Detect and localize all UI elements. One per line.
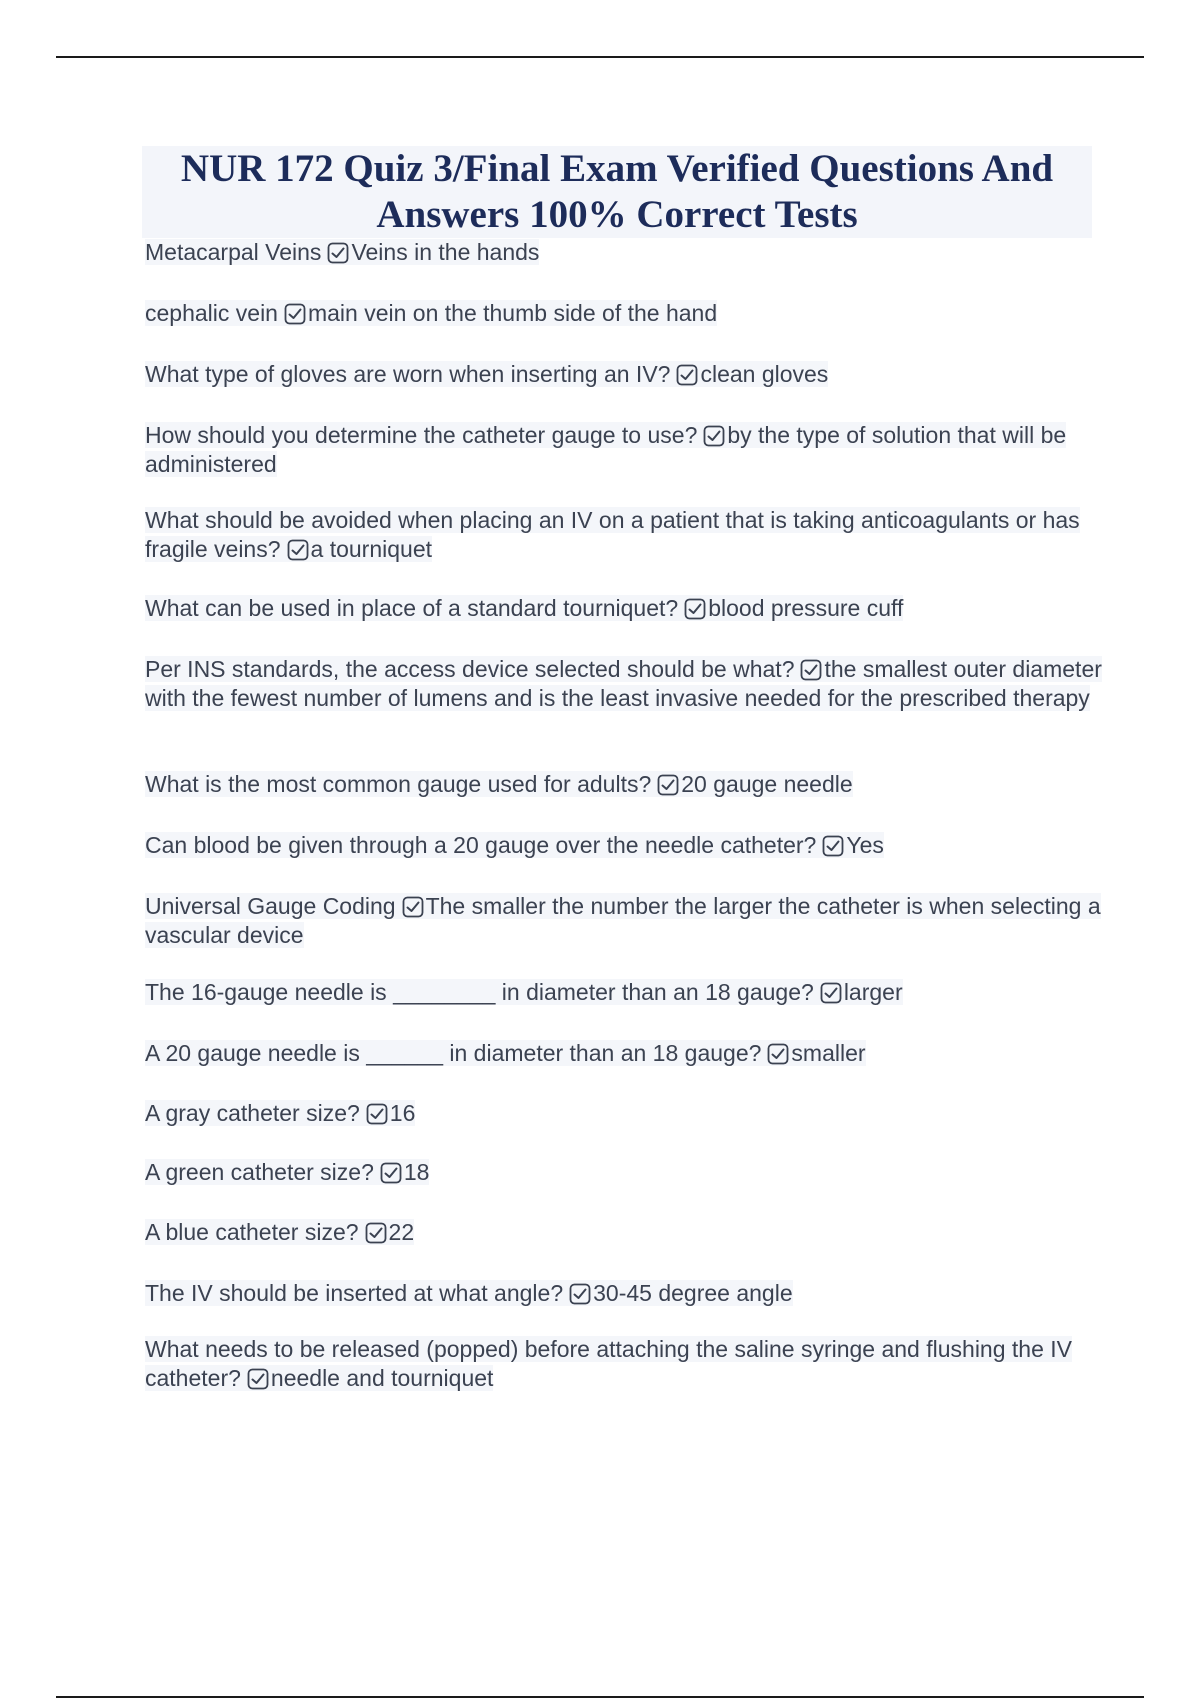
bottom-rule (56, 1696, 1144, 1698)
answer-text: 18 (403, 1159, 430, 1185)
checkbox-checked-icon (366, 1103, 388, 1125)
question-text: Can blood be given through a 20 gauge over the needle catheter? (145, 832, 817, 858)
question-text: The 16-gauge needle is ________ in diameter than an 18 gauge? (145, 979, 814, 1005)
answer-text: by the type of solution that will be administered (145, 422, 1067, 477)
checkbox-checked-icon (657, 774, 679, 796)
answer-text: a tourniquet (310, 536, 433, 562)
checkbox-checked-icon (676, 364, 698, 386)
qa-item (145, 594, 1105, 623)
question-text: What type of gloves are worn when inserting an IV? (145, 361, 671, 387)
checkbox-checked-icon (287, 539, 309, 561)
question-text: What should be avoided when placing an IV on a patient that is taking anticoagulants or has fragile veins? (145, 507, 1080, 562)
qa-item (145, 978, 1105, 1007)
qa-item (145, 506, 1105, 564)
answer-text: larger (843, 979, 903, 1005)
checkbox-checked-icon (402, 896, 424, 918)
question-text: What needs to be released (popped) before attaching the saline syringe and flushing the IV catheter? (145, 1336, 1072, 1391)
answer-text: smaller (791, 1040, 866, 1066)
checkbox-checked-icon (247, 1368, 269, 1390)
qa-item (145, 1039, 1105, 1068)
answer-text: needle and tourniquet (270, 1365, 494, 1391)
qa-item (145, 360, 1105, 389)
question-text: Universal Gauge Coding (145, 893, 396, 919)
question-text: A 20 gauge needle is ______ in diameter than an 18 gauge? (145, 1040, 762, 1066)
question-text: The IV should be inserted at what angle? (145, 1280, 564, 1306)
answer-text: Veins in the hands (351, 239, 540, 265)
qa-item (145, 1335, 1105, 1393)
answer-text: 22 (388, 1219, 415, 1245)
question-text: How should you determine the catheter gauge to use? (145, 422, 698, 448)
answer-text: clean gloves (700, 361, 829, 387)
checkbox-checked-icon (569, 1283, 591, 1305)
qa-item (145, 1158, 1105, 1187)
answer-text: 30-45 degree angle (593, 1280, 793, 1306)
question-text: What can be used in place of a standard tourniquet? (145, 595, 679, 621)
answer-text: blood pressure cuff (708, 595, 904, 621)
answer-text: main vein on the thumb side of the hand (307, 300, 718, 326)
answer-text: The smaller the number the larger the catheter is when selecting a vascular device (145, 893, 1101, 948)
qa-item (145, 1279, 1105, 1308)
question-text: A gray catheter size? (145, 1100, 360, 1126)
answer-text: 20 gauge needle (681, 771, 853, 797)
qa-item (145, 299, 1105, 328)
qa-item (145, 892, 1105, 950)
qa-item (145, 238, 1105, 267)
checkbox-checked-icon (380, 1162, 402, 1184)
checkbox-checked-icon (365, 1222, 387, 1244)
qa-item (145, 655, 1105, 713)
checkbox-checked-icon (327, 242, 349, 264)
checkbox-checked-icon (703, 425, 725, 447)
answer-text: Yes (846, 832, 884, 858)
checkbox-checked-icon (767, 1043, 789, 1065)
qa-item (145, 831, 1105, 860)
qa-item (145, 421, 1105, 479)
qa-item (145, 770, 1105, 799)
answer-text: the smallest outer diameter with the fewest number of lumens and is the least invasive needed for the prescribed therapy (145, 656, 1102, 711)
answer-text: 16 (389, 1100, 416, 1126)
question-text: A green catheter size? (145, 1159, 374, 1185)
document-title: NUR 172 Quiz 3/Final Exam Verified Questions And Answers 100% Correct Tests (180, 147, 1054, 236)
checkbox-checked-icon (820, 982, 842, 1004)
question-text: Metacarpal Veins (145, 239, 322, 265)
checkbox-checked-icon (822, 835, 844, 857)
question-text: Per INS standards, the access device selected should be what? (145, 656, 795, 682)
qa-item (145, 1099, 1105, 1128)
checkbox-checked-icon (284, 303, 306, 325)
question-text: A blue catheter size? (145, 1219, 359, 1245)
question-text: cephalic vein (145, 300, 278, 326)
question-text: What is the most common gauge used for adults? (145, 771, 652, 797)
title-block (142, 146, 1092, 238)
checkbox-checked-icon (800, 659, 822, 681)
checkbox-checked-icon (684, 598, 706, 620)
qa-item (145, 1218, 1105, 1247)
top-rule (56, 56, 1144, 58)
